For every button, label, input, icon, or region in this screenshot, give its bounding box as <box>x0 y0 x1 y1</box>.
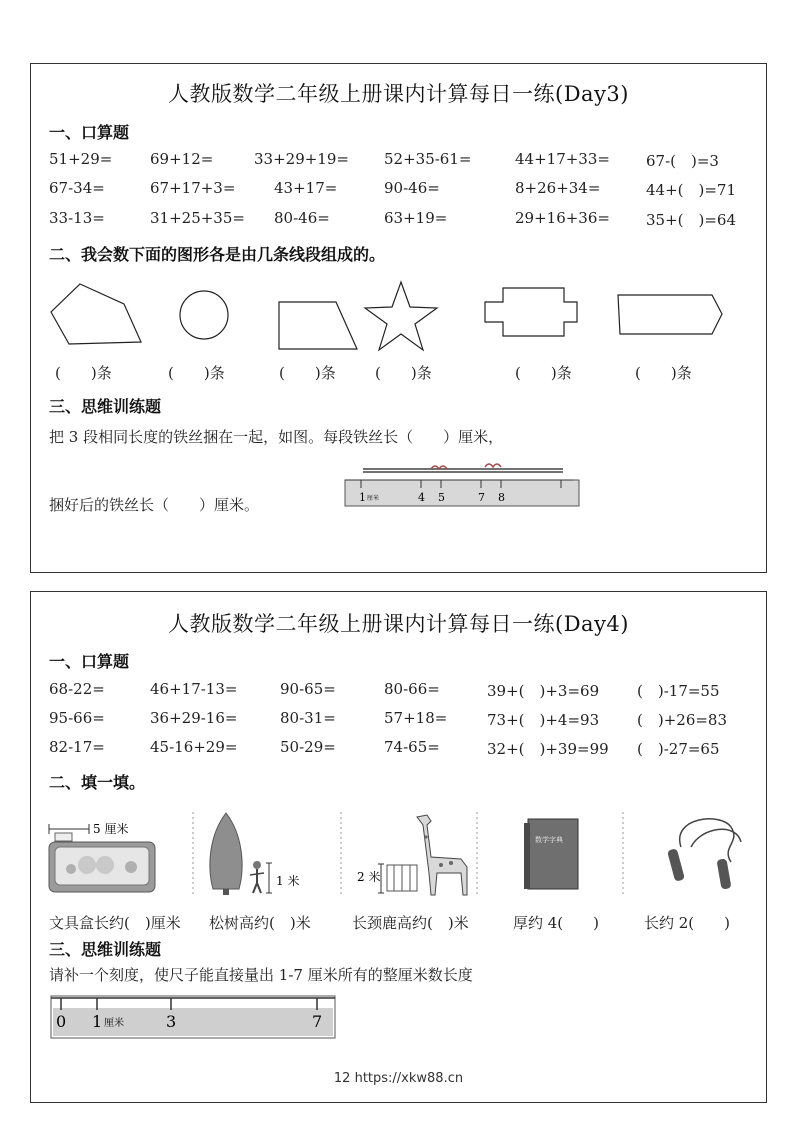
problem: 36+29-16= <box>150 709 238 727</box>
problem: 35+( )=64 <box>646 211 737 229</box>
problem: 52+35-61= <box>384 150 472 168</box>
fill-answer: 长约 2( ) <box>644 914 731 932</box>
problem: 80-66= <box>384 680 440 698</box>
fill-answer: 厚约 4( ) <box>513 914 600 932</box>
shapes-figure <box>31 274 768 374</box>
ruler-label: 1 <box>92 1012 103 1031</box>
problem: 57+18= <box>384 709 448 727</box>
problem: ( )-27=65 <box>637 740 720 758</box>
problem: 95-66= <box>49 709 105 727</box>
fill-answer: 松树高约( )米 <box>209 914 311 932</box>
cross-shape <box>485 288 577 336</box>
page-footer: 12 https://xkw88.cn <box>333 1071 464 1086</box>
problem: 51+29= <box>49 150 113 168</box>
problem: 67-( )=3 <box>646 152 719 170</box>
ruler-label: 厘米 <box>367 495 380 502</box>
shape-answer: ( )条 <box>375 364 432 382</box>
fill-answer: 文具盒长约( )厘米 <box>49 914 181 932</box>
problem: 46+17-13= <box>150 680 238 698</box>
day3-title: 人教版数学二年级上册课内计算每日一练(Day3) <box>168 82 629 106</box>
problem: 39+( )+3=69 <box>487 682 600 700</box>
trapezoid-shape <box>279 302 357 349</box>
pine-tree-picture <box>210 813 300 895</box>
ruler-label: 厘米 <box>104 1018 124 1029</box>
problem: ( )-17=55 <box>637 682 720 700</box>
shape-answer: ( )条 <box>635 364 692 382</box>
day3-thinking-question-2: 捆好后的铁丝长（ ）厘米。 <box>49 496 260 514</box>
jump-rope-picture <box>667 819 741 890</box>
problem: 67+17+3= <box>150 179 236 197</box>
problem: 8+26+34= <box>515 179 601 197</box>
problem: 33+29+19= <box>254 150 349 168</box>
problem: 69+12= <box>150 150 214 168</box>
dictionary-title: 数学字典 <box>535 836 563 844</box>
problem: 74-65= <box>384 738 440 756</box>
knot-icon <box>485 464 501 467</box>
problem: 73+( )+4=93 <box>487 711 600 729</box>
giraffe-picture <box>357 815 467 895</box>
day3-section-thinking: 三、思维训练题 <box>49 397 162 416</box>
problem: 29+16+36= <box>515 209 610 227</box>
day3-section-oral: 一、口算题 <box>49 123 130 142</box>
ruler-label: 0 <box>56 1012 67 1031</box>
ruler-label: 5 <box>438 491 445 504</box>
day4-section-oral: 一、口算题 <box>49 652 130 671</box>
day3-worksheet <box>30 63 767 573</box>
problem: 90-65= <box>280 680 336 698</box>
problem: 50-29= <box>280 738 336 756</box>
pencil-box-note: 5 厘米 <box>93 822 129 836</box>
giraffe-note: 2 米 <box>357 870 381 884</box>
day4-section-thinking: 三、思维训练题 <box>49 940 162 959</box>
wire-ruler-figure <box>339 459 579 509</box>
day3-section-shapes: 二、我会数下面的图形各是由几条线段组成的。 <box>49 245 386 264</box>
problem: 44+17+33= <box>515 150 610 168</box>
day4-thinking-question: 请补一个刻度，使尺子能直接量出 1-7 厘米所有的整厘米数长度 <box>49 966 473 984</box>
problem: 44+( )=71 <box>646 181 737 199</box>
problem: 80-46= <box>274 209 330 227</box>
fill-pictures <box>31 807 768 907</box>
pencil-box-picture <box>49 821 155 892</box>
ruler-label: 7 <box>312 1012 323 1031</box>
day4-worksheet <box>30 591 767 1103</box>
ruler-figure <box>49 994 339 1044</box>
problem: ( )+26=83 <box>637 711 728 729</box>
shape-answer: ( )条 <box>515 364 572 382</box>
ruler-label: 7 <box>478 491 485 504</box>
ruler-label: 1 <box>359 491 366 504</box>
problem: 63+19= <box>384 209 448 227</box>
problem: 43+17= <box>274 179 338 197</box>
day4-title: 人教版数学二年级上册课内计算每日一练(Day4) <box>168 612 629 636</box>
problem: 67-34= <box>49 179 105 197</box>
problem: 45-16+29= <box>150 738 238 756</box>
problem: 33-13= <box>49 209 105 227</box>
problem: 68-22= <box>49 680 105 698</box>
ruler-label: 3 <box>166 1012 177 1031</box>
problem: 90-46= <box>384 179 440 197</box>
shape-answer: ( )条 <box>168 364 225 382</box>
fill-answer: 长颈鹿高约( )米 <box>352 914 469 932</box>
ruler-label: 4 <box>418 491 425 504</box>
circle-shape <box>180 291 228 339</box>
dictionary-picture <box>524 819 578 889</box>
star-shape <box>365 282 437 350</box>
day4-section-fill: 二、填一填。 <box>49 773 146 792</box>
problem: 32+( )+39=99 <box>487 740 609 758</box>
day3-thinking-question: 把 3 段相同长度的铁丝捆在一起，如图。每段铁丝长（ ）厘米， <box>49 428 504 446</box>
shape-answer: ( )条 <box>279 364 336 382</box>
tree-note: 1 米 <box>276 874 300 888</box>
arrow-shape <box>618 295 722 334</box>
shape-answer: ( )条 <box>55 364 112 382</box>
problem: 82-17= <box>49 738 105 756</box>
problem: 80-31= <box>280 709 336 727</box>
ruler-label: 8 <box>498 491 505 504</box>
pentagon-shape <box>51 284 141 344</box>
problem: 31+25+35= <box>150 209 245 227</box>
